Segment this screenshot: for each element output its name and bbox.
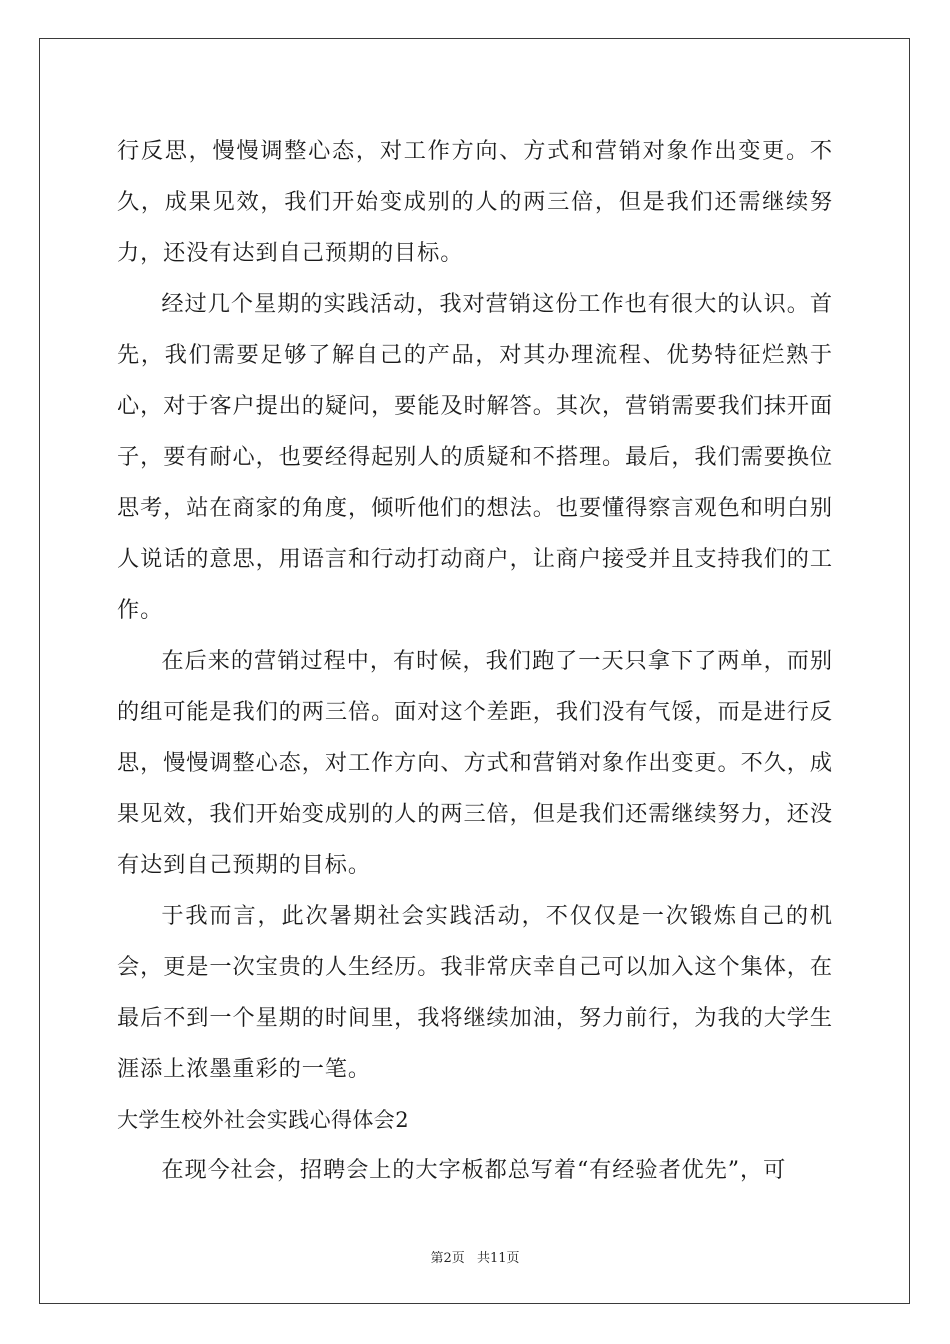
section-heading: 大学生校外社会实践心得体会2: [117, 1108, 409, 1132]
page-footer: [0, 1247, 950, 1266]
paragraph-marketing-insights: 经过几个星期的实践活动，我对营销这份工作也有很大的认识。首先，我们需要足够了解自己的产品，对其办理流程、优势特征烂熟于心，对于客户提出的疑问，要能及时解答。其次，营销需要我们抹开面子，要有耐心，也要经得起别人的质疑和不搭理。最后，我们需要换位思考，站在商家的角度，倾听他们的想法。也要懂得察言观色和明白别人说话的意思，用语言和行动打动商户，让商户接受并且支持我们的工作。: [117, 291, 833, 623]
page-number: 第2页: [430, 1251, 465, 1266]
paragraph-section-intro: 在现今社会，招聘会上的大字板都总写着“有经验者优先”，可: [161, 1157, 787, 1183]
document-body: [117, 126, 833, 1196]
paragraph-marketing-process: 在后来的营销过程中，有时候，我们跑了一天只拿下了两单，而别的组可能是我们的两三倍。面对这个差距，我们没有气馁，而是进行反思，慢慢调整心态，对工作方向、方式和营销对象作出变更。不久，成果见效，我们开始变成别的人的两三倍，但是我们还需继续努力，还没有达到自己预期的目标。: [117, 648, 833, 878]
paragraph-conclusion: 于我而言，此次暑期社会实践活动，不仅仅是一次锻炼自己的机会，更是一次宝贵的人生经历。我非常庆幸自己可以加入这个集体，在最后不到一个星期的时间里，我将继续加油，努力前行，为我的大学生涯添上浓墨重彩的一笔。: [117, 903, 833, 1082]
page-total: 共11页: [476, 1251, 520, 1266]
paragraph-continuation: 行反思，慢慢调整心态，对工作方向、方式和营销对象作出变更。不久，成果见效，我们开始变成别的人的两三倍，但是我们还需继续努力，还没有达到自己预期的目标。: [117, 138, 833, 266]
